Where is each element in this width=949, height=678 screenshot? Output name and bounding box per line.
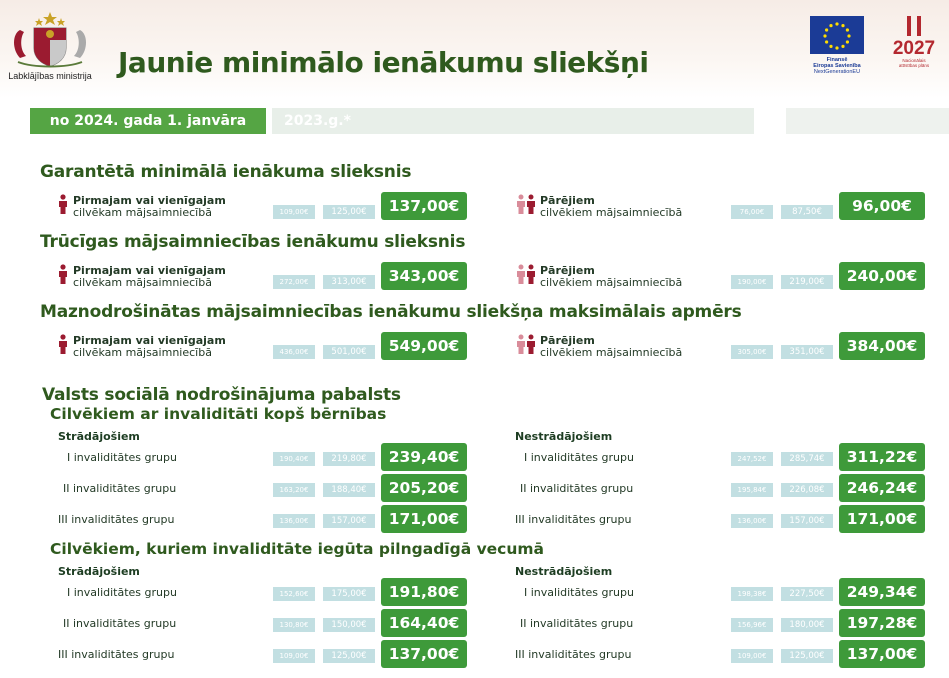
old-value-2023: 305,00€ [731,345,773,359]
old-value-2023-adj: 219,80€ [323,452,375,466]
page-title: Jaunie minimālo ienākumu sliekšņi [118,46,649,79]
old-value-2023: 109,00€ [273,649,315,663]
old-value-2023: 190,40€ [273,452,315,466]
old-value-2023: 156,96€ [731,618,773,632]
nap-label-1: Nacionālais [902,58,926,63]
other-persons-bold: Pārējiem [540,194,595,207]
benefit-title: Valsts sociālā nodrošinājuma pabalsts [42,385,401,405]
people-icon [516,264,536,284]
old-value-2023: 130,80€ [273,618,315,632]
first-person-bold: Pirmajam vai vienīgajam [73,194,226,207]
disability-group-label: III invaliditātes grupu [58,513,175,526]
old-value-2023: 109,00€ [273,205,315,219]
old-value-2023-adj: 87,50€ [781,205,833,219]
old-value-2023-adj: 219,00€ [781,275,833,289]
disability-group-label: I invaliditātes grupu [67,586,177,599]
old-value-2023-adj: 313,00€ [323,275,375,289]
old-value-2023: 109,00€ [731,649,773,663]
nap-bars-icon [899,14,929,36]
new-amount: 205,20€ [381,474,467,502]
disability-group-label: II invaliditātes grupu [520,617,634,630]
old-value-2023-adj: 157,00€ [781,514,833,528]
first-person-bold: Pirmajam vai vienīgajam [73,264,226,277]
other-persons-text: cilvēkiem mājsaimniecībā [540,206,683,219]
old-value-2023-adj: 180,00€ [781,618,833,632]
eu-nextgen-label: NextGenerationEU [813,69,861,75]
nonworking-label: Nestrādājošiem [515,430,613,443]
people-icon [516,194,536,214]
nonworking-label: Nestrādājošiem [515,565,613,578]
old-value-2023: 272,00€ [273,275,315,289]
eu-union-label: Eiropas Savienība [813,63,861,69]
old-value-2023: 195,84€ [731,483,773,497]
disability-group-label: III invaliditātes grupu [58,648,175,661]
person-icon [57,194,69,214]
old-value-2023: 190,00€ [731,275,773,289]
new-amount: 197,28€ [839,609,925,637]
working-label: Strādājošiem [58,430,140,443]
old-value-2023: 136,00€ [273,514,315,528]
old-value-2023: 247,52€ [731,452,773,466]
disability-group-label: II invaliditātes grupu [520,482,634,495]
person-icon [57,334,69,354]
old-value-2023-adj: 157,00€ [323,514,375,528]
nap-year: 2027 [892,38,936,59]
period-tabs [0,108,949,134]
old-value-2023-adj: 125,00€ [323,649,375,663]
old-value-2023-adj: 188,40€ [323,483,375,497]
old-value-2023-adj: 227,50€ [781,587,833,601]
group-title: Cilvēkiem ar invaliditāti kopš bērnības [50,405,387,423]
new-amount: 343,00€ [381,262,467,290]
disability-group-label: III invaliditātes grupu [515,513,632,526]
disability-group-label: II invaliditātes grupu [63,482,177,495]
new-amount: 384,00€ [839,332,925,360]
nap-label-2: attīstības plāns [898,63,930,68]
tab-2024[interactable]: no 2024. gada 1. janvāra [30,108,266,134]
first-person-bold: Pirmajam vai vienīgajam [73,334,226,347]
old-value-2023-adj: 285,74€ [781,452,833,466]
new-amount: 240,00€ [839,262,925,290]
person-icon [57,264,69,284]
other-persons-text: cilvēkiem mājsaimniecībā [540,276,683,289]
new-amount: 164,40€ [381,609,467,637]
new-amount: 171,00€ [839,505,925,533]
old-value-2023-adj: 150,00€ [323,618,375,632]
group-title: Cilvēkiem, kuriem invaliditāte iegūta pilngadīgā vecumā [50,540,545,558]
first-person-text: cilvēkam mājsaimniecībā [73,206,212,219]
eu-funded-label: Finansē [826,57,848,63]
eu-flag-icon [810,16,864,54]
new-amount: 137,00€ [381,192,467,220]
disability-group-label: III invaliditātes grupu [515,648,632,661]
section-title: Garantētā minimālā ienākuma slieksnis [40,162,412,182]
new-amount: 249,34€ [839,578,925,606]
old-value-2023: 136,00€ [731,514,773,528]
other-persons-bold: Pārējiem [540,334,595,347]
coat-of-arms-icon [4,10,96,70]
old-value-2023-adj: 226,08€ [781,483,833,497]
disability-group-label: I invaliditātes grupu [524,451,634,464]
old-value-2023-adj: 501,00€ [323,345,375,359]
new-amount: 549,00€ [381,332,467,360]
old-value-2023-adj: 125,00€ [781,649,833,663]
first-person-text: cilvēkam mājsaimniecībā [73,276,212,289]
section-title: Maznodrošinātas mājsaimniecības ienākumu sliekšņa maksimālais apmērs [40,302,742,322]
new-amount: 191,80€ [381,578,467,606]
new-amount: 137,00€ [381,640,467,668]
nap-logo [886,14,942,80]
new-amount: 311,22€ [839,443,925,471]
old-value-2023: 198,38€ [731,587,773,601]
other-persons-bold: Pārējiem [540,264,595,277]
old-value-2023: 163,20€ [273,483,315,497]
eu-logo [808,16,866,80]
disability-group-label: I invaliditātes grupu [524,586,634,599]
people-icon [516,334,536,354]
new-amount: 171,00€ [381,505,467,533]
disability-group-label: I invaliditātes grupu [67,451,177,464]
new-amount: 239,40€ [381,443,467,471]
old-value-2023-adj: 175,00€ [323,587,375,601]
new-amount: 137,00€ [839,640,925,668]
working-label: Strādājošiem [58,565,140,578]
tab-2023[interactable]: 2023.g.* [272,108,754,134]
old-value-2023: 76,00€ [731,205,773,219]
section-title: Trūcīgas mājsaimniecības ienākumu slieksnis [40,232,466,252]
old-value-2023: 436,00€ [273,345,315,359]
first-person-text: cilvēkam mājsaimniecībā [73,346,212,359]
ministry-name: Labklājības ministrija [8,71,92,81]
ministry-logo [4,10,96,86]
other-persons-text: cilvēkiem mājsaimniecībā [540,346,683,359]
old-value-2023: 152,60€ [273,587,315,601]
old-value-2023-adj: 125,00€ [323,205,375,219]
new-amount: 96,00€ [839,192,925,220]
disability-group-label: II invaliditātes grupu [63,617,177,630]
new-amount: 246,24€ [839,474,925,502]
tab-bar-spacer [786,108,949,134]
old-value-2023-adj: 351,00€ [781,345,833,359]
